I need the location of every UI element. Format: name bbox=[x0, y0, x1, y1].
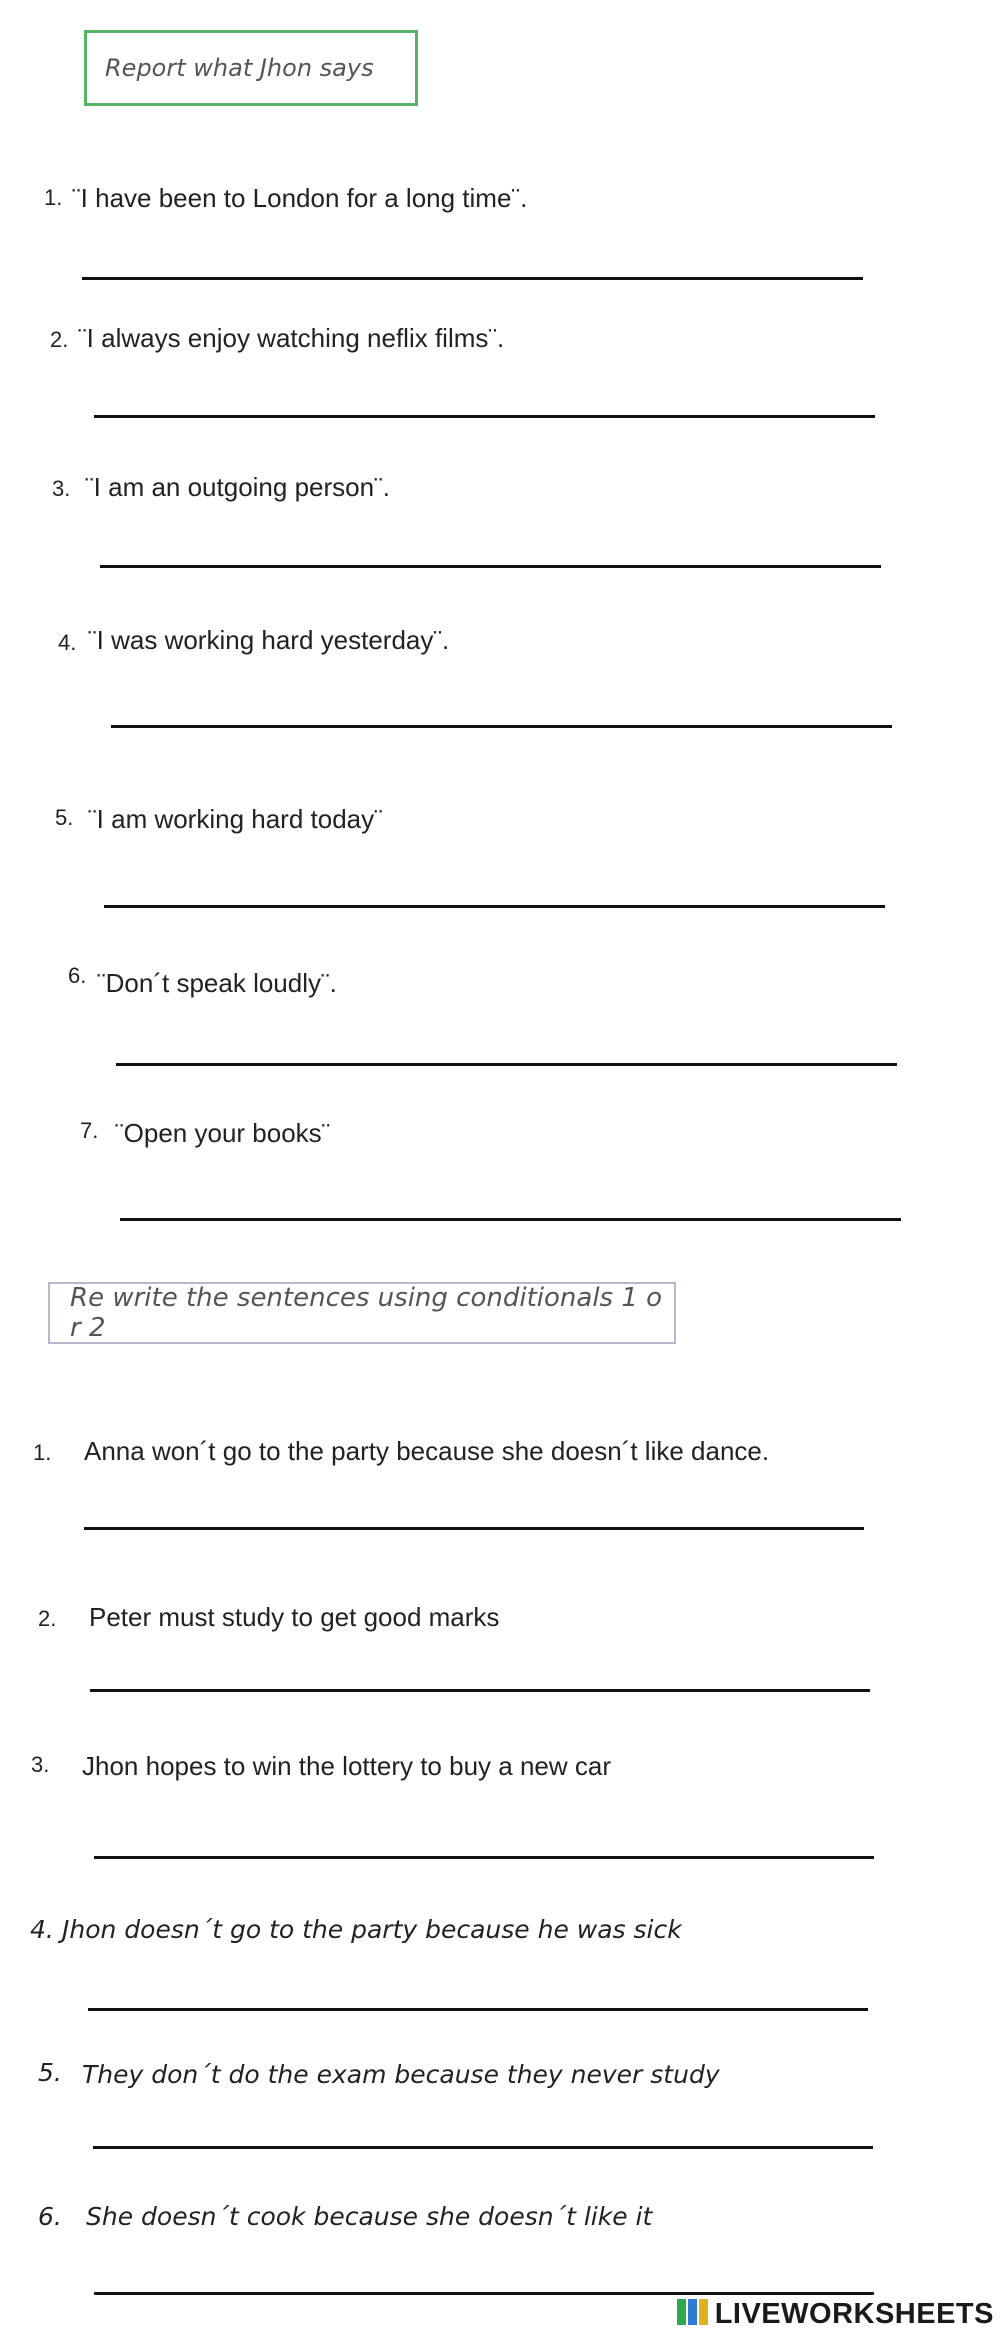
item-text: ¨I am working hard today¨ bbox=[88, 804, 383, 834]
item-text: Jhon doesn´t go to the party because he was sick bbox=[62, 1915, 682, 1944]
item-text: She doesn´t cook because she doesn´t like it bbox=[86, 2202, 653, 2231]
item-text: They don´t do the exam because they never study bbox=[82, 2060, 720, 2089]
item-text: ¨Open your books¨ bbox=[115, 1118, 331, 1148]
answer-line[interactable] bbox=[88, 2008, 868, 2011]
item-number: 3. bbox=[52, 476, 71, 501]
section2-title-box bbox=[48, 1282, 676, 1344]
item-number: 4. bbox=[30, 1915, 54, 1944]
item-number: 5. bbox=[55, 805, 74, 830]
item-text: Peter must study to get good marks bbox=[89, 1602, 500, 1632]
section2-title: Re write the sentences using conditionals 1 o r 2 bbox=[70, 1283, 663, 1343]
item-number: 3. bbox=[31, 1752, 50, 1777]
item-number: 4. bbox=[58, 630, 77, 655]
answer-line[interactable] bbox=[94, 1856, 874, 1859]
item-number: 2. bbox=[50, 327, 69, 352]
item-text: ¨I have been to London for a long time¨. bbox=[72, 183, 528, 213]
answer-line[interactable] bbox=[116, 1063, 897, 1066]
item-text: ¨I was working hard yesterday¨. bbox=[88, 625, 450, 655]
liveworksheets-logo-icon bbox=[677, 2297, 711, 2331]
answer-line[interactable] bbox=[111, 725, 892, 728]
answer-line[interactable] bbox=[94, 2292, 874, 2295]
footer-brand-text: LIVEWORKSHEETS bbox=[714, 2297, 994, 2330]
footer-brand bbox=[677, 2297, 994, 2331]
item-text: Anna won´t go to the party because she doesn´t like dance. bbox=[84, 1436, 770, 1466]
item-text: ¨I always enjoy watching neflix films¨. bbox=[78, 323, 505, 353]
item-number: 1. bbox=[33, 1440, 52, 1465]
item-number: 2. bbox=[38, 1606, 57, 1631]
item-number: 6. bbox=[68, 963, 87, 988]
section1-title-box bbox=[84, 30, 418, 106]
item-number: 5. bbox=[38, 2058, 62, 2087]
answer-line[interactable] bbox=[94, 415, 875, 418]
answer-line[interactable] bbox=[100, 565, 881, 568]
item-text: Jhon hopes to win the lottery to buy a new car bbox=[82, 1751, 611, 1781]
answer-line[interactable] bbox=[82, 277, 863, 280]
section1-title: Report what Jhon says bbox=[105, 54, 374, 82]
answer-line[interactable] bbox=[84, 1527, 864, 1530]
item-number: 6. bbox=[38, 2202, 62, 2231]
item-number: 7. bbox=[80, 1118, 99, 1143]
item-text: ¨I am an outgoing person¨. bbox=[85, 472, 390, 502]
answer-line[interactable] bbox=[104, 905, 885, 908]
answer-line[interactable] bbox=[120, 1218, 901, 1221]
item-text: ¨Don´t speak loudly¨. bbox=[97, 968, 337, 998]
item-number: 1. bbox=[44, 185, 63, 210]
answer-line[interactable] bbox=[90, 1689, 870, 1692]
answer-line[interactable] bbox=[93, 2146, 873, 2149]
